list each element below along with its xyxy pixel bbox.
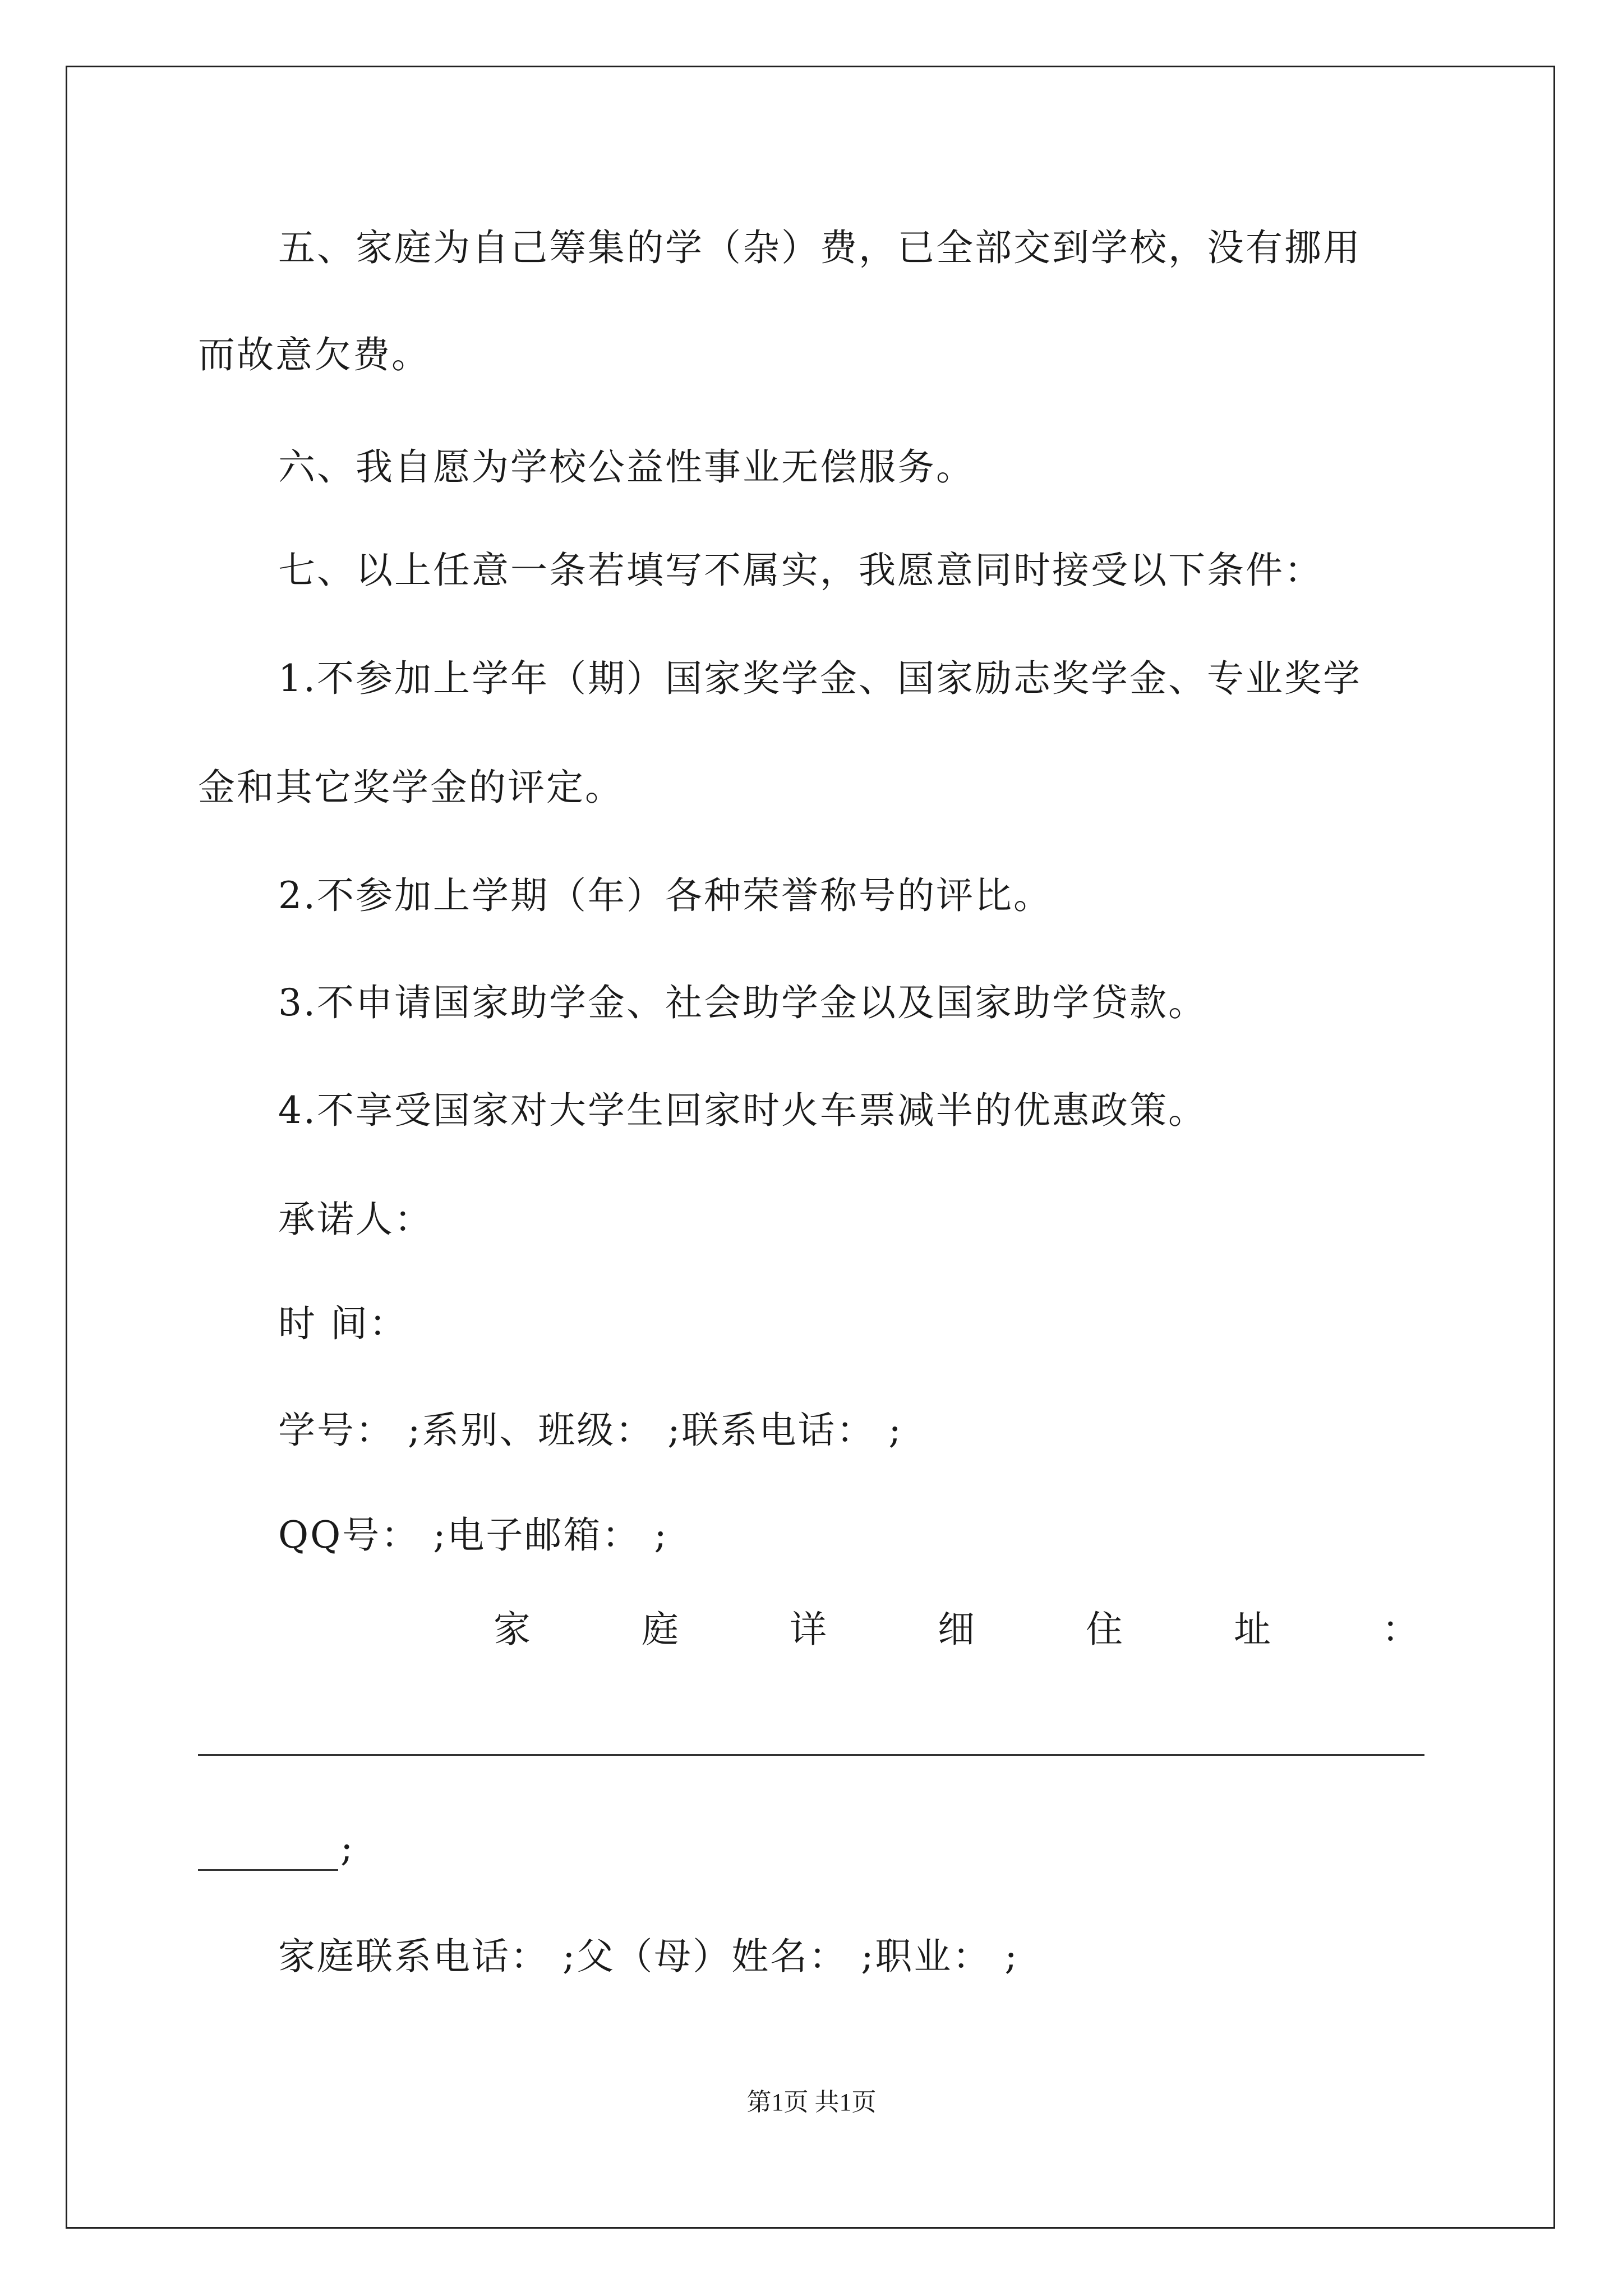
- paragraph-6: 六、我自愿为学校公益性事业无偿服务。: [278, 445, 975, 489]
- paragraph-5-line-1: 五、家庭为自己筹集的学（杂）费，已全部交到学校，没有挪用: [278, 226, 1362, 269]
- family-info-field: 家庭联系电话： ;父（母）姓名： ;职业： ;: [278, 1935, 1019, 1978]
- address-blank-short-line: [198, 1837, 338, 1871]
- condition-3: 3.不申请国家助学金、社会助学金以及国家助学贷款。: [278, 981, 1207, 1024]
- address-label-char: 详: [790, 1608, 827, 1651]
- student-info-field: 学号： ;系别、班级： ;联系电话： ;: [278, 1409, 903, 1452]
- condition-1-line-1: 1.不参加上学年（期）国家奖学金、国家励志奖学金、专业奖学: [278, 657, 1362, 700]
- contact-info-field: QQ号： ;电子邮箱： ;: [278, 1513, 668, 1557]
- time-field: 时 间：: [278, 1302, 408, 1345]
- address-blank-end: [198, 1826, 353, 1871]
- page-border: [66, 66, 1555, 2229]
- address-label-char: ：: [1382, 1608, 1419, 1651]
- address-label-char: 庭: [642, 1608, 679, 1651]
- address-label-char: 家: [494, 1608, 531, 1651]
- condition-1-line-2: 金和其它奖学金的评定。: [198, 766, 624, 809]
- address-label-char: 细: [938, 1608, 975, 1651]
- condition-4: 4.不享受国家对大学生回家时火车票减半的优惠政策。: [278, 1089, 1207, 1132]
- promiser-field: 承诺人：: [278, 1198, 433, 1241]
- paragraph-5-line-2: 而故意欠费。: [198, 333, 430, 376]
- address-label: [494, 1607, 1419, 1652]
- address-end-semicolon: ;: [340, 1826, 353, 1870]
- address-label-char: 址: [1234, 1608, 1271, 1651]
- condition-2: 2.不参加上学期（年）各种荣誉称号的评比。: [278, 874, 1052, 917]
- address-label-char: 住: [1086, 1608, 1123, 1651]
- address-blank-line: [198, 1754, 1424, 1756]
- page-number: 第1页 共1页: [746, 2088, 877, 2116]
- paragraph-7: 七、以上任意一条若填写不属实，我愿意同时接受以下条件：: [278, 549, 1323, 592]
